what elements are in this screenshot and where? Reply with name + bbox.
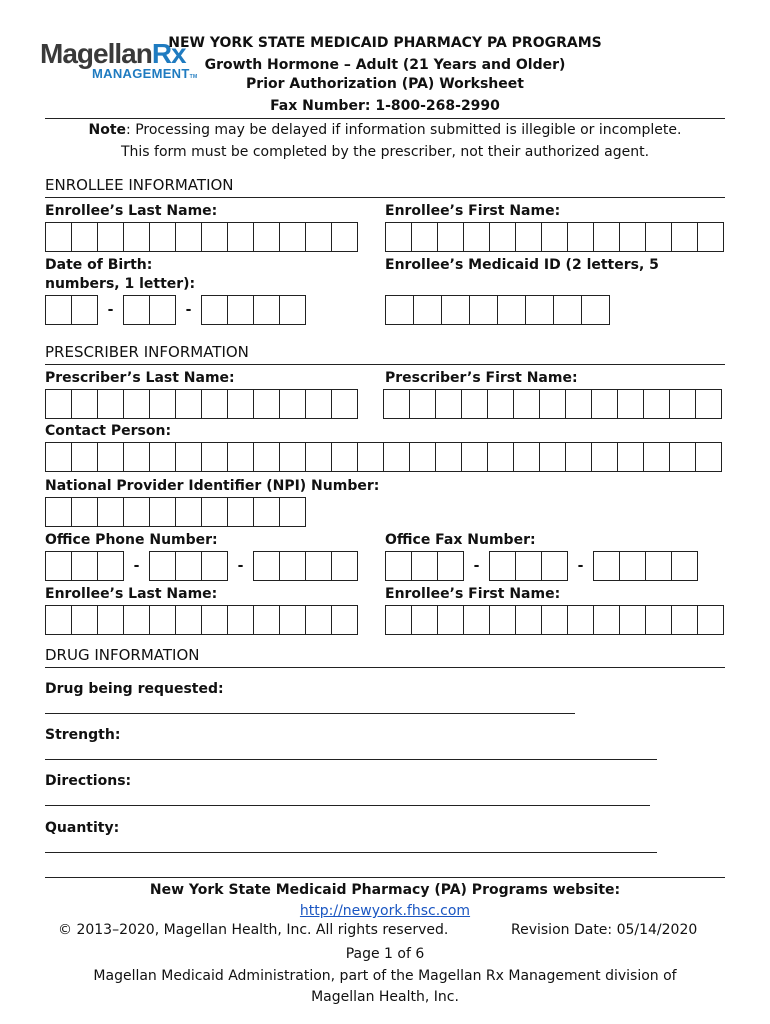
char-box[interactable]: [593, 551, 620, 581]
dob-label: Date of Birth:: [45, 257, 153, 273]
char-box[interactable]: [515, 551, 542, 581]
char-box[interactable]: [227, 497, 254, 527]
char-box[interactable]: [669, 389, 696, 419]
quantity-label: Quantity:: [45, 820, 120, 836]
char-box[interactable]: [123, 222, 150, 252]
page-number: Page 1 of 6: [345, 946, 425, 962]
enrollee-section-heading: ENROLLEE INFORMATION: [45, 176, 234, 194]
char-box[interactable]: [541, 605, 568, 635]
char-box[interactable]: [253, 497, 280, 527]
char-box[interactable]: [149, 295, 176, 325]
char-box[interactable]: [97, 605, 124, 635]
char-box[interactable]: [619, 222, 646, 252]
office-phone-boxes[interactable]: [45, 551, 357, 581]
char-box[interactable]: [617, 442, 644, 472]
char-box[interactable]: [71, 551, 98, 581]
char-box[interactable]: [671, 605, 698, 635]
char-box[interactable]: [227, 442, 254, 472]
revision-date: Revision Date: 05/14/2020: [511, 922, 698, 938]
char-box[interactable]: [591, 442, 618, 472]
fax-separator: -: [577, 558, 584, 574]
char-box[interactable]: [71, 442, 98, 472]
drug-section-heading: DRUG INFORMATION: [45, 646, 200, 664]
medicaid-id-label-continued: numbers, 1 letter):: [45, 276, 196, 292]
char-box[interactable]: [565, 389, 592, 419]
dob-boxes[interactable]: [45, 295, 305, 325]
char-box[interactable]: [489, 222, 516, 252]
prescriber-note: This form must be completed by the prescriber, not their authorized agent.: [120, 144, 650, 160]
char-box[interactable]: [695, 442, 722, 472]
enrollee-divider: [45, 197, 725, 198]
char-box[interactable]: [593, 222, 620, 252]
processing-note: Note: Processing may be delayed if information submitted is illegible or incomplete.: [88, 122, 682, 138]
char-box[interactable]: [437, 551, 464, 581]
char-box[interactable]: [253, 551, 280, 581]
quantity-line[interactable]: [45, 852, 657, 853]
char-box[interactable]: [227, 222, 254, 252]
drug-requested-line[interactable]: [45, 713, 575, 714]
npi-boxes[interactable]: [45, 497, 305, 527]
char-box[interactable]: [461, 389, 488, 419]
char-box[interactable]: [149, 551, 176, 581]
char-box[interactable]: [411, 605, 438, 635]
enrollee-first-name-boxes[interactable]: [385, 222, 723, 252]
drug-divider: [45, 667, 725, 668]
char-box[interactable]: [643, 389, 670, 419]
contact-person-boxes[interactable]: [45, 442, 721, 472]
char-box[interactable]: [385, 551, 412, 581]
char-box[interactable]: [565, 442, 592, 472]
phone-separator: -: [133, 558, 140, 574]
char-box[interactable]: [97, 389, 124, 419]
char-box[interactable]: [123, 497, 150, 527]
char-box[interactable]: [515, 605, 542, 635]
char-box[interactable]: [697, 605, 724, 635]
fax-number: Fax Number: 1-800-268-2990: [270, 98, 500, 114]
office-fax-boxes[interactable]: [385, 551, 697, 581]
strength-line[interactable]: [45, 759, 657, 760]
char-box[interactable]: [227, 389, 254, 419]
char-box[interactable]: [619, 605, 646, 635]
enrollee-first-name-label-2: Enrollee’s First Name:: [385, 586, 561, 602]
char-box[interactable]: [441, 295, 470, 325]
char-box[interactable]: [123, 295, 150, 325]
char-box[interactable]: [305, 222, 332, 252]
char-box[interactable]: [469, 295, 498, 325]
char-box[interactable]: [591, 389, 618, 419]
char-box[interactable]: [437, 222, 464, 252]
char-box[interactable]: [331, 222, 358, 252]
enrollee-last-name-label-2: Enrollee’s Last Name:: [45, 586, 218, 602]
fax-separator: -: [473, 558, 480, 574]
char-box[interactable]: [227, 605, 254, 635]
char-box[interactable]: [305, 551, 332, 581]
website-link[interactable]: http://newyork.fhsc.com: [299, 903, 471, 919]
char-box[interactable]: [487, 442, 514, 472]
char-box[interactable]: [149, 389, 176, 419]
char-box[interactable]: [581, 295, 610, 325]
char-box[interactable]: [253, 605, 280, 635]
office-phone-label: Office Phone Number:: [45, 532, 218, 548]
char-box[interactable]: [539, 389, 566, 419]
enrollee-first-name-boxes-2[interactable]: [385, 605, 723, 635]
dob-separator: -: [107, 302, 114, 318]
char-box[interactable]: [305, 605, 332, 635]
char-box[interactable]: [383, 389, 410, 419]
npi-label: National Provider Identifier (NPI) Number:: [45, 478, 380, 494]
prescriber-section-heading: PRESCRIBER INFORMATION: [45, 343, 249, 361]
logo-wordmark: MagellanRx: [40, 38, 186, 69]
char-box[interactable]: [487, 389, 514, 419]
enrollee-last-name-boxes[interactable]: [45, 222, 357, 252]
char-box[interactable]: [201, 551, 228, 581]
char-box[interactable]: [567, 222, 594, 252]
char-box[interactable]: [97, 442, 124, 472]
program-title: NEW YORK STATE MEDICAID PHARMACY PA PROGRAMS: [168, 35, 602, 51]
char-box[interactable]: [123, 442, 150, 472]
char-box[interactable]: [149, 442, 176, 472]
phone-separator: -: [237, 558, 244, 574]
char-box[interactable]: [463, 222, 490, 252]
char-box[interactable]: [331, 389, 358, 419]
char-box[interactable]: [411, 222, 438, 252]
char-box[interactable]: [617, 389, 644, 419]
char-box[interactable]: [149, 497, 176, 527]
char-box[interactable]: [175, 605, 202, 635]
char-box[interactable]: [671, 551, 698, 581]
char-box[interactable]: [201, 442, 228, 472]
char-box[interactable]: [645, 222, 672, 252]
char-box[interactable]: [175, 222, 202, 252]
enrollee-first-name-label: Enrollee’s First Name:: [385, 203, 561, 219]
char-box[interactable]: [279, 497, 306, 527]
char-box[interactable]: [305, 442, 332, 472]
char-box[interactable]: [385, 605, 412, 635]
char-box[interactable]: [201, 389, 228, 419]
char-box[interactable]: [201, 222, 228, 252]
char-box[interactable]: [489, 551, 516, 581]
char-box[interactable]: [619, 551, 646, 581]
dob-separator: -: [185, 302, 192, 318]
char-box[interactable]: [201, 605, 228, 635]
char-box[interactable]: [123, 605, 150, 635]
char-box[interactable]: [253, 295, 280, 325]
prescriber-last-name-label: Prescriber’s Last Name:: [45, 370, 235, 386]
enrollee-last-name-boxes-2[interactable]: [45, 605, 357, 635]
char-box[interactable]: [567, 605, 594, 635]
char-box[interactable]: [593, 605, 620, 635]
char-box[interactable]: [45, 295, 72, 325]
char-box[interactable]: [45, 222, 72, 252]
char-box[interactable]: [409, 442, 436, 472]
char-box[interactable]: [695, 389, 722, 419]
admin-line-1: Magellan Medicaid Administration, part of the Magellan Rx Management division of: [93, 968, 677, 984]
char-box[interactable]: [515, 222, 542, 252]
copyright: © 2013–2020, Magellan Health, Inc. All rights reserved.: [58, 922, 449, 938]
prescriber-first-name-boxes[interactable]: [383, 389, 721, 419]
char-box[interactable]: [279, 389, 306, 419]
char-box[interactable]: [175, 389, 202, 419]
char-box[interactable]: [513, 442, 540, 472]
website-label: New York State Medicaid Pharmacy (PA) Programs website:: [149, 882, 621, 898]
char-box[interactable]: [305, 389, 332, 419]
char-box[interactable]: [279, 442, 306, 472]
medicaid-id-label: Enrollee’s Medicaid ID (2 letters, 5: [385, 257, 659, 273]
char-box[interactable]: [71, 295, 98, 325]
admin-line-2: Magellan Health, Inc.: [311, 989, 459, 1005]
char-box[interactable]: [385, 295, 414, 325]
char-box[interactable]: [227, 295, 254, 325]
logo-subtitle: MANAGEMENTTM: [92, 66, 198, 81]
char-box[interactable]: [553, 295, 582, 325]
char-box[interactable]: [45, 442, 72, 472]
char-box[interactable]: [357, 442, 384, 472]
office-fax-label: Office Fax Number:: [385, 532, 536, 548]
form-subject: Growth Hormone – Adult (21 Years and Older): [204, 57, 566, 73]
char-box[interactable]: [45, 497, 72, 527]
char-box[interactable]: [71, 497, 98, 527]
char-box[interactable]: [525, 295, 554, 325]
char-box[interactable]: [175, 551, 202, 581]
char-box[interactable]: [253, 442, 280, 472]
drug-requested-label: Drug being requested:: [45, 681, 224, 697]
char-box[interactable]: [463, 605, 490, 635]
char-box[interactable]: [331, 605, 358, 635]
char-box[interactable]: [97, 497, 124, 527]
medicaid-id-boxes[interactable]: [385, 295, 609, 325]
char-box[interactable]: [435, 389, 462, 419]
char-box[interactable]: [541, 551, 568, 581]
prescriber-first-name-label: Prescriber’s First Name:: [385, 370, 578, 386]
char-box[interactable]: [201, 497, 228, 527]
char-box[interactable]: [539, 442, 566, 472]
char-box[interactable]: [175, 497, 202, 527]
char-box[interactable]: [149, 222, 176, 252]
char-box[interactable]: [97, 222, 124, 252]
char-box[interactable]: [71, 605, 98, 635]
char-box[interactable]: [149, 605, 176, 635]
footer-divider: [45, 877, 725, 878]
char-box[interactable]: [253, 222, 280, 252]
prescriber-divider: [45, 364, 725, 365]
char-box[interactable]: [97, 551, 124, 581]
char-box[interactable]: [497, 295, 526, 325]
prescriber-last-name-boxes[interactable]: [45, 389, 357, 419]
char-box[interactable]: [331, 551, 358, 581]
char-box[interactable]: [437, 605, 464, 635]
char-box[interactable]: [279, 295, 306, 325]
char-box[interactable]: [461, 442, 488, 472]
form-title: Prior Authorization (PA) Worksheet: [246, 76, 524, 92]
enrollee-last-name-label: Enrollee’s Last Name:: [45, 203, 218, 219]
char-box[interactable]: [123, 389, 150, 419]
char-box[interactable]: [541, 222, 568, 252]
char-box[interactable]: [45, 605, 72, 635]
char-box[interactable]: [643, 442, 670, 472]
char-box[interactable]: [413, 295, 442, 325]
char-box[interactable]: [671, 222, 698, 252]
char-box[interactable]: [71, 222, 98, 252]
char-box[interactable]: [45, 389, 72, 419]
directions-label: Directions:: [45, 773, 132, 789]
strength-label: Strength:: [45, 727, 121, 743]
website-row: [0, 900, 770, 922]
char-box[interactable]: [253, 389, 280, 419]
char-box[interactable]: [201, 295, 228, 325]
char-box[interactable]: [669, 442, 696, 472]
char-box[interactable]: [489, 605, 516, 635]
char-box[interactable]: [697, 222, 724, 252]
char-box[interactable]: [645, 605, 672, 635]
char-box[interactable]: [175, 442, 202, 472]
char-box[interactable]: [279, 605, 306, 635]
char-box[interactable]: [435, 442, 462, 472]
char-box[interactable]: [409, 389, 436, 419]
directions-line[interactable]: [45, 805, 650, 806]
char-box[interactable]: [513, 389, 540, 419]
char-box[interactable]: [279, 222, 306, 252]
char-box[interactable]: [45, 551, 72, 581]
contact-person-label: Contact Person:: [45, 423, 172, 439]
char-box[interactable]: [645, 551, 672, 581]
char-box[interactable]: [71, 389, 98, 419]
char-box[interactable]: [411, 551, 438, 581]
char-box[interactable]: [385, 222, 412, 252]
char-box[interactable]: [331, 442, 358, 472]
char-box[interactable]: [279, 551, 306, 581]
char-box[interactable]: [383, 442, 410, 472]
